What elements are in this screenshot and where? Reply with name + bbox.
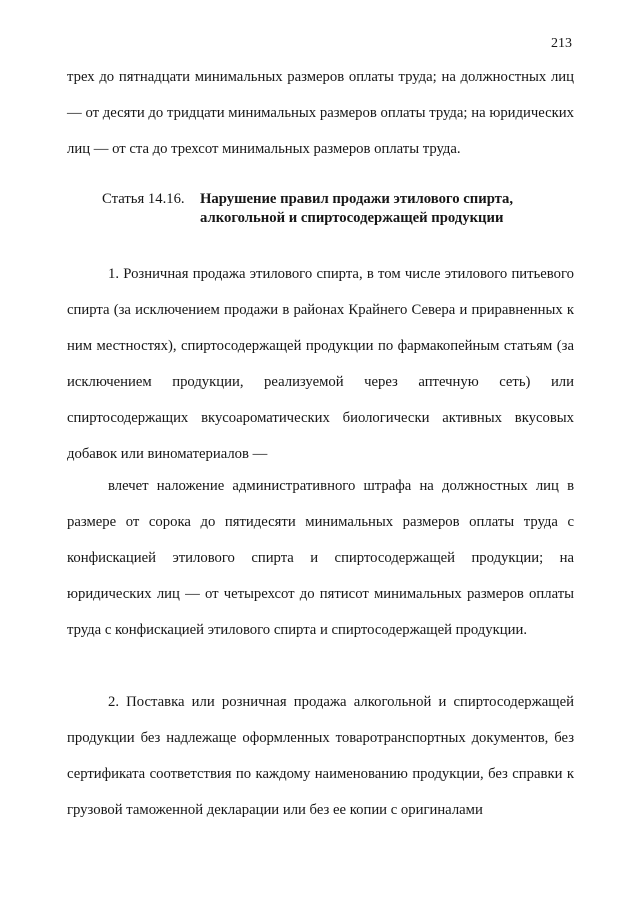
article-heading xyxy=(102,190,582,228)
paragraph-penalty: влечет наложение административного штрафа на должностных лиц в размере от сорока до пятидесяти минимальных размеров оплаты труда с конфискацией этилового спирта и спиртосодержащей продукции; на юридических лиц — от четырехсот до пятисот минимальных размеров оплаты труда с конфискацией этилового спирта и спиртосодержащей продукции. xyxy=(67,478,574,638)
intro-paragraph: трех до пятнадцати минимальных размеров оплаты труда; на должностных лиц — от десяти до тридцати минимальных размеров оплаты труда; на юридических лиц — от ста до трехсот минимальных размеров оплаты труда. xyxy=(67,69,574,157)
page-number: 213 xyxy=(551,36,572,51)
article-number: Статья 14.16. xyxy=(102,191,185,207)
article-title: Нарушение правил продажи этилового спирта, алкогольной и спиртосодержащей продукции xyxy=(200,191,514,226)
paragraph-1: 1. Розничная продажа этилового спирта, в том числе этилового питьевого спирта (за исключением продажи в районах Крайнего Севера и приравненных к ним местностях), спиртосодержащей продукции по фармакопейным статьям (за исключением продукции, реализуемой через аптечную сеть) или спиртосодержащих вкусоароматических биологически активных вкусовых добавок или виноматериалов — xyxy=(67,266,574,462)
paragraph-2: 2. Поставка или розничная продажа алкогольной и спиртосодержащей продукции без надлежаще оформленных товаротранспортных документов, без сертификата соответствия по каждому наименованию продукции, без справки к грузовой таможенной декларации или без ее копии с оригиналами xyxy=(67,694,574,818)
